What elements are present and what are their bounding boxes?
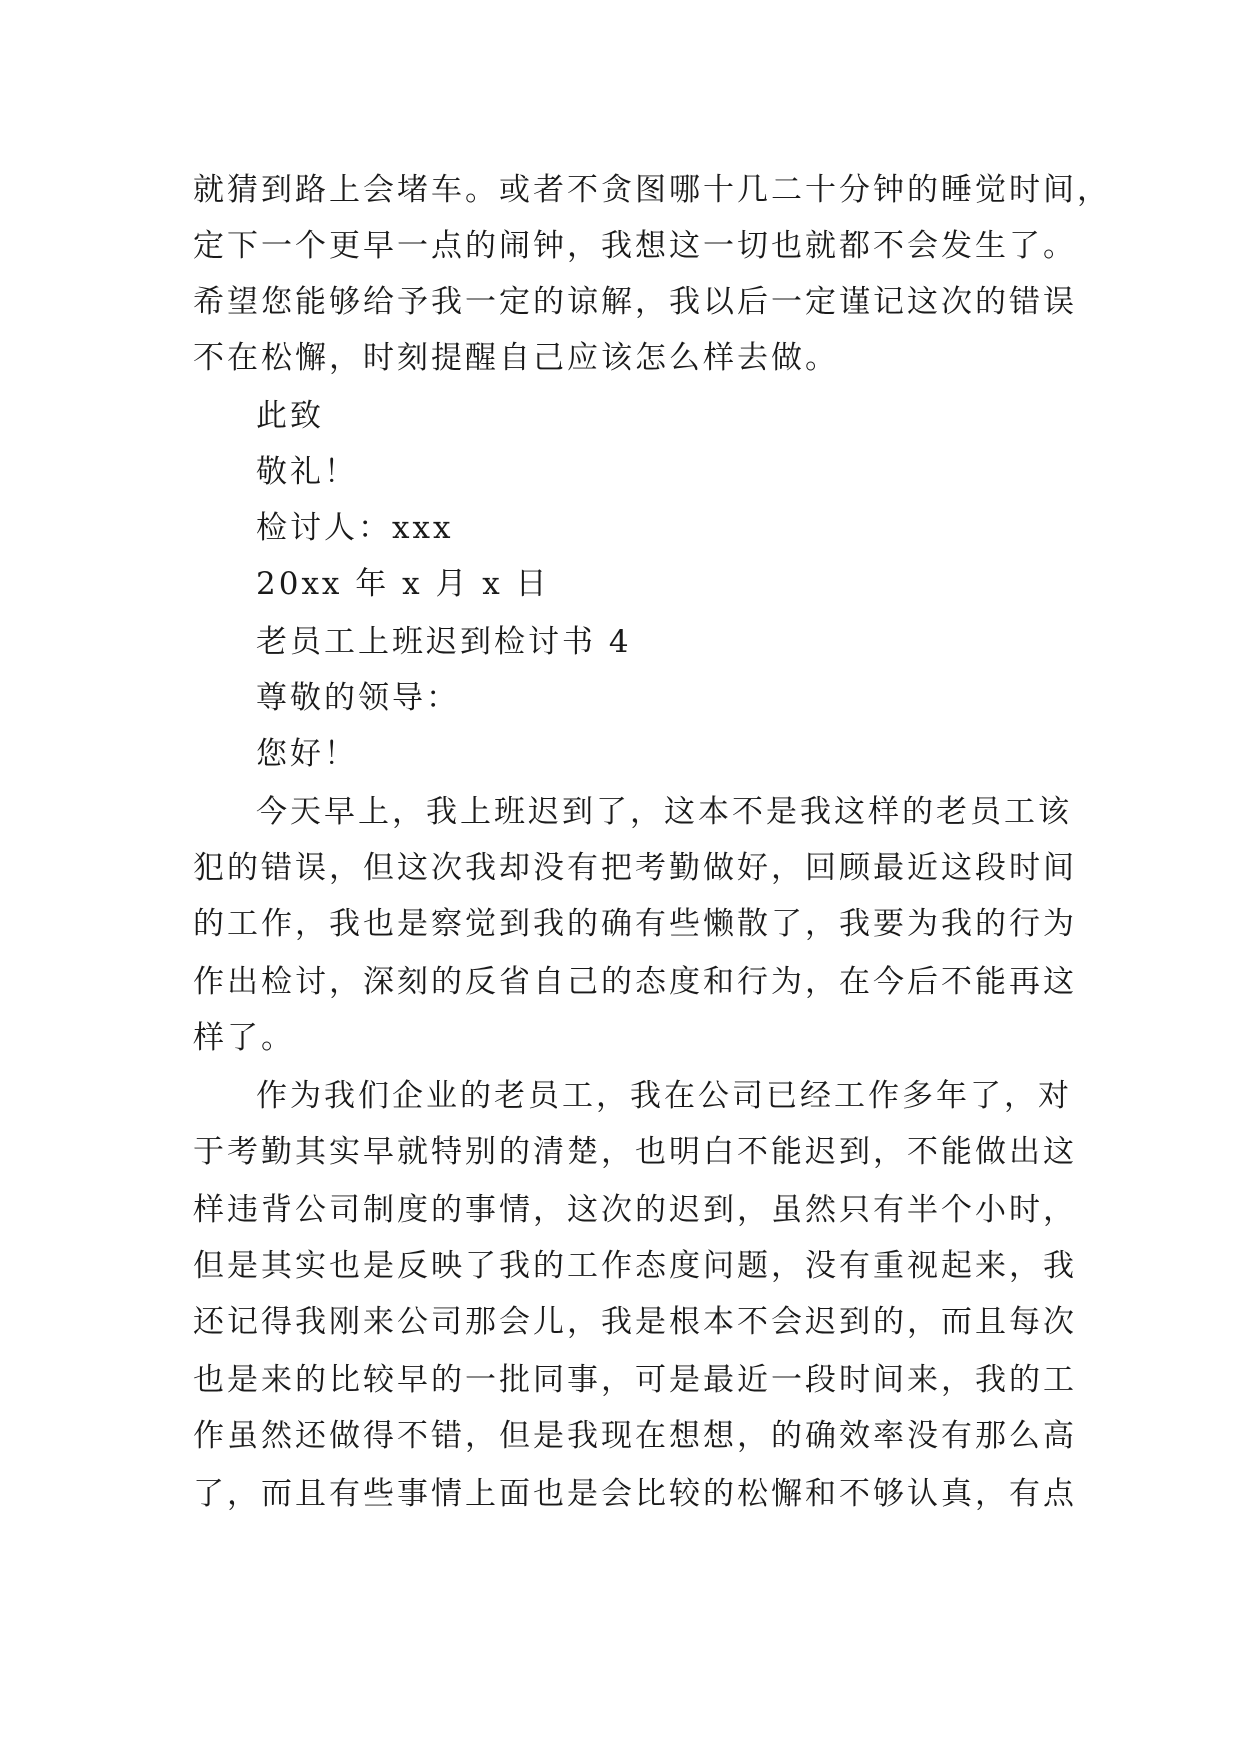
text-line: 定下一个更早一点的闹钟，我想这一切也就都不会发生了。 (193, 228, 1077, 264)
text-line: 但是其实也是反映了我的工作态度问题，没有重视起来，我 (193, 1248, 1077, 1284)
text-line: 犯的错误，但这次我却没有把考勤做好，回顾最近这段时间 (193, 850, 1077, 886)
text-line: 还记得我刚来公司那会儿，我是根本不会迟到的，而且每次 (193, 1304, 1077, 1340)
text-line: 样违背公司制度的事情，这次的迟到，虽然只有半个小时， (193, 1192, 1077, 1228)
closing-line: 此致 (256, 398, 324, 434)
text-line: 作为我们企业的老员工，我在公司已经工作多年了，对 (256, 1078, 1072, 1114)
text-line: 也是来的比较早的一批同事，可是最近一段时间来，我的工 (193, 1362, 1077, 1398)
section-title: 老员工上班迟到检讨书 4 (256, 624, 632, 660)
text-line: 不在松懈，时刻提醒自己应该怎么样去做。 (193, 340, 839, 376)
text-line: 作虽然还做得不错，但是我现在想想，的确效率没有那么高 (193, 1418, 1077, 1454)
text-line: 希望您能够给予我一定的谅解，我以后一定谨记这次的错误 (193, 284, 1077, 320)
text-line: 今天早上，我上班迟到了，这本不是我这样的老员工该 (256, 794, 1072, 830)
text-line: 作出检讨，深刻的反省自己的态度和行为，在今后不能再这 (193, 964, 1077, 1000)
salutation-line: 敬礼！ (256, 454, 358, 490)
text-line: 样了。 (193, 1020, 295, 1056)
greeting-line: 尊敬的领导： (256, 680, 460, 716)
date-line: 20xx 年 x 月 x 日 (256, 566, 550, 602)
text-line: 的工作，我也是察觉到我的确有些懒散了，我要为我的行为 (193, 906, 1077, 942)
text-line: 于考勤其实早就特别的清楚，也明白不能迟到，不能做出这 (193, 1134, 1077, 1170)
greeting-line: 您好！ (256, 736, 358, 772)
text-line: 就猜到路上会堵车。或者不贪图哪十几二十分钟的睡觉时间， (193, 172, 1111, 208)
text-line: 了，而且有些事情上面也是会比较的松懈和不够认真，有点 (193, 1476, 1077, 1512)
signatory-line: 检讨人：xxx (256, 510, 454, 546)
